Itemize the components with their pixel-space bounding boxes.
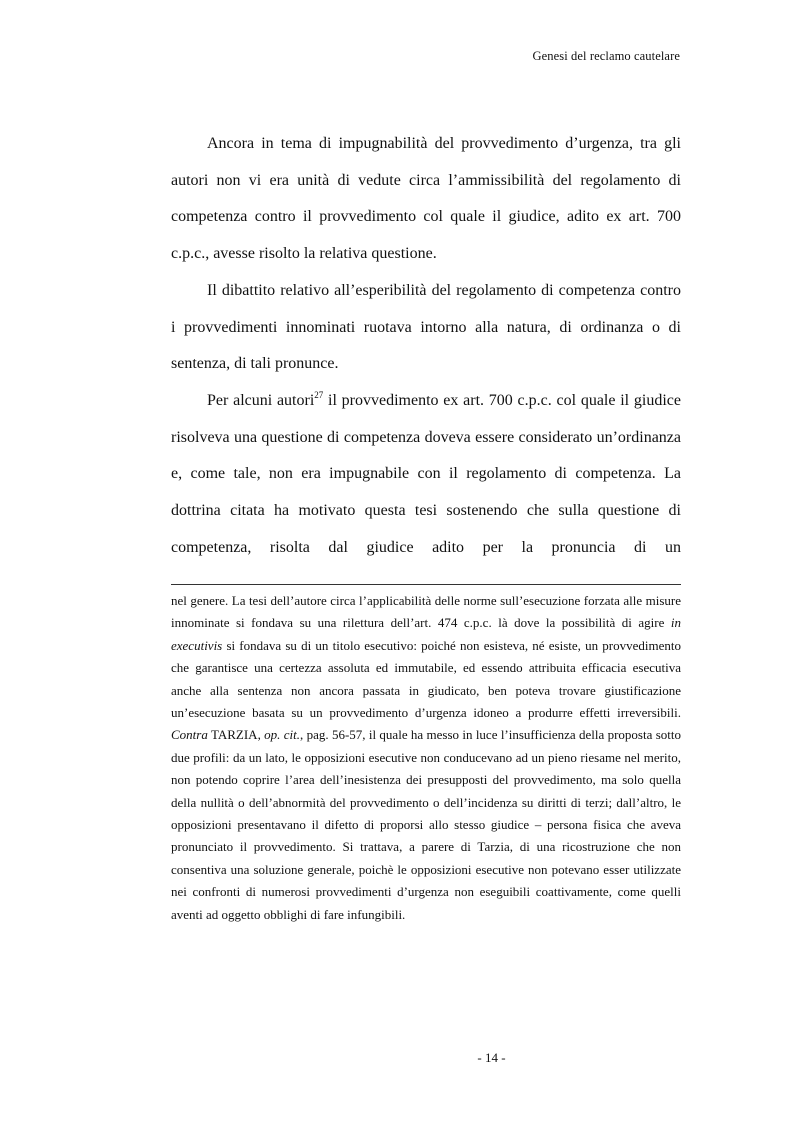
footnote-text: TARZIA, xyxy=(207,727,265,743)
footnote-separator xyxy=(171,584,681,585)
paragraph-text: il provvedimento ex art. 700 c.p.c. col quale il giudice risolveva una questione di competenza doveva essere considerato un’ordinanza e, come tale, non era impugnabile con il regolamento di competenza. La dottrina citata ha motivato questa tesi sostenendo che sulla questione di competenza, risolta dal giudice adito per la pronuncia di un xyxy=(171,391,681,556)
main-text xyxy=(171,126,681,566)
footnote-italic: in executivis xyxy=(171,615,681,653)
footnote-text: , pag. 56-57, il quale ha messo in luce l’insufficienza della proposta sotto due profili: da un lato, le opposizioni esecutive non conducevano ad un pieno riesame nel merito, non potendo coprire l’area dell’inesistenza dei presupposti del provvedimento, ma solo quella della nullità o dell’abnormità del provvedimento o dell’incidenza su diritti di terzi; dall’altro, le opposizioni presentavano il difetto di proporsi allo stesso giudice – persona fisica che aveva pronunciato il provvedimento. Si trattava, a parere di Tarzia, di una ricostruzione che non consentiva una soluzione generale, poichè le opposizioni esecutive non potevano esser utilizzate nei confronti di numerosi provvedimenti d’urgenza non eseguibili coattivamente, come quelli aventi ad oggetto obblighi di fare infungibili. xyxy=(171,727,681,922)
footnote-italic: Contra xyxy=(171,727,208,743)
paragraph xyxy=(171,383,681,567)
footnote-text: si fondava su di un titolo esecutivo: poiché non esisteva, né esiste, un provvedimento che garantisce una certezza assoluta ed immutabile, ed essendo attribuita efficacia esecutiva anche alla sentenza non ancora passata in giudicato, ben poteva trovare giustificazione un’esecuzione basata su un provvedimento d’urgenza idoneo a produrre effetti irreversibili. xyxy=(171,637,681,721)
footnote-italic: op. cit. xyxy=(264,727,300,743)
paragraph: Ancora in tema di impugnabilità del provvedimento d’urgenza, tra gli autori non vi era unità di vedute circa l’ammissibilità del regolamento di competenza contro il provvedimento col quale il giudice, adito ex art. 700 c.p.c., avesse risolto la relativa questione. xyxy=(171,135,681,263)
footnote xyxy=(171,590,681,926)
footnote-text: nel genere. La tesi dell’autore circa l’applicabilità delle norme sull’esecuzione forzata alle misure innominate si fondava su una rilettura dell’art. 474 c.p.c. là dove la possibilità di agire xyxy=(171,593,681,631)
paragraph-text: Per alcuni autori xyxy=(207,391,315,409)
footnote-reference[interactable]: 27 xyxy=(314,389,324,400)
running-header: Genesi del reclamo cautelare xyxy=(532,49,680,63)
paragraph: Il dibattito relativo all’esperibilità del regolamento di competenza contro i provvedimenti innominati ruotava intorno alla natura, di ordinanza o di sentenza, di tali pronunce. xyxy=(171,281,681,373)
page-number: - 14 - xyxy=(477,1050,506,1065)
